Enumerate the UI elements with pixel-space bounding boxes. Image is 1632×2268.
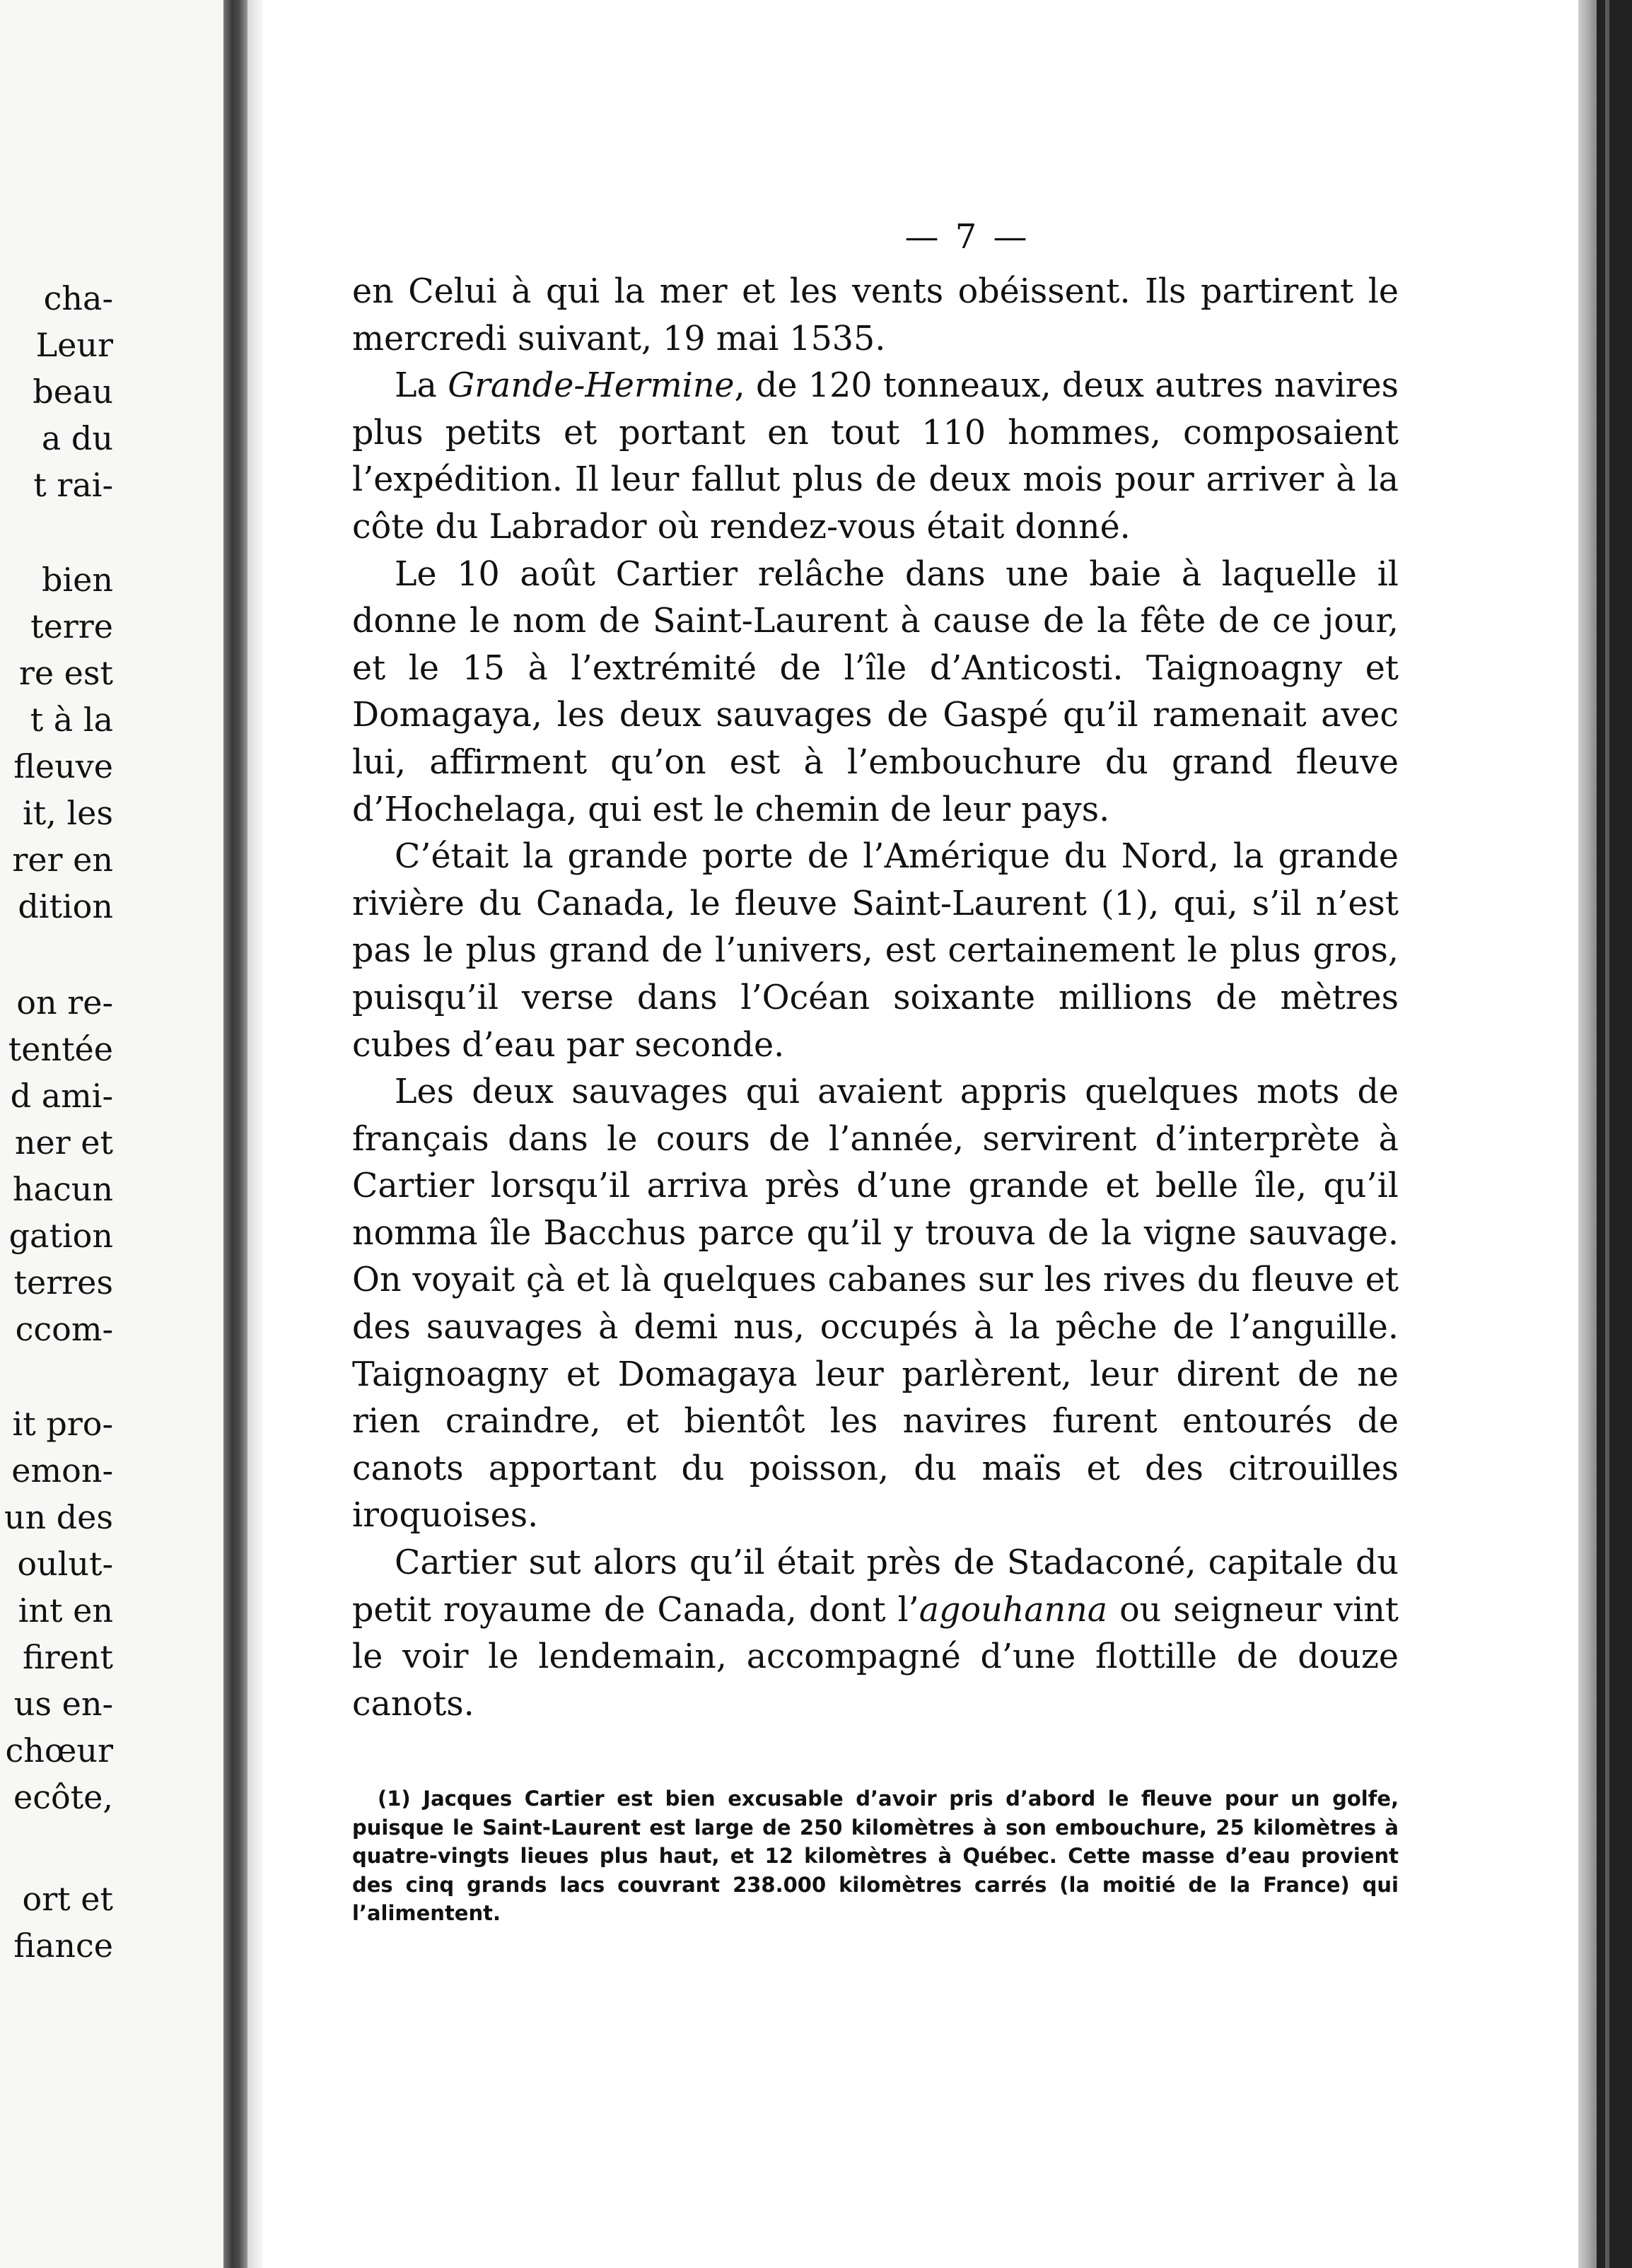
body-text [352,269,1399,1728]
left-fragment-line: dition [18,887,113,925]
left-fragment-line: t à la [30,701,113,739]
left-fragment-line: cha- [43,279,113,317]
paragraph-text: ou seigneur vint le voir le lendemain, accompagné d’une flottille de douze canots. [352,1590,1399,1724]
left-fragment-line: d ami- [10,1077,113,1115]
paragraph-text: Le 10 août Cartier relâche dans une baie à laquelle il donne le nom de Saint-Laurent à cause de la fête de ce jour, et le 15 à l’extrémité de l’île d’Anticosti. Taignoagny et Domagaya, les deux sauvages de Gaspé qu’il ramenait avec lui, affirment qu’on est à l’embouchure du grand fleuve d’Hochelaga, qui est le chemin de leur pays. [352,554,1399,829]
left-page [0,0,225,2268]
left-fragment-line: Leur [35,326,113,364]
paragraph [352,269,1399,363]
left-fragment-line: bien [41,561,113,599]
paragraph-text: Cartier sut alors qu’il était près de Stadaconé, capitale du petit royaume de Canada, dont l’ [352,1543,1399,1630]
term-italic: agouhanna [919,1590,1108,1630]
cover-edge-line [1605,0,1609,2268]
left-fragment-line: ccom- [15,1310,113,1348]
left-fragment-line: int en [18,1591,113,1630]
left-fragment-line: it, les [23,794,113,832]
footnote: (1) Jacques Cartier est bien excusable d’avoir pris d’abord le fleuve pour un golfe, puisque le Saint-Laurent est large de 250 kilomètres à son embouchure, 25 kilomètres à quatre-vingts lieues plus haut, et 12 kilomètres à Québec. Cette masse d’eau provient des cinq grands lacs couvrant 238.000 kilomètres carrés (la moitié de la France) qui l’alimentent. [352,1787,1399,1926]
page-number: — 7 — [904,217,1030,257]
paragraph-text: , de 120 tonneaux, deux autres navires plus petits et portant en tout 110 hommes, composaient l’expédition. Il leur fallut plus de deux mois pour arriver à la côte du Labrador où rendez-vous était donné. [352,366,1399,546]
left-fragment-line: on re- [16,983,113,1022]
paragraph-text: en Celui à qui la mer et les vents obéissent. Ils partirent le mercredi suivant, 19 mai 1535. [352,272,1399,358]
left-page-text-fragments [0,0,113,2268]
left-fragment-line: gation [8,1217,113,1255]
paragraph [352,551,1399,834]
paragraph [352,834,1399,1069]
left-fragment-line: chœur [5,1731,113,1770]
left-fragment-line: rer en [12,841,113,879]
left-fragment-line: it pro- [12,1405,113,1443]
left-fragment-line: ner et [14,1123,113,1162]
left-fragment-line: re est [18,654,113,692]
left-fragment-line: terre [30,607,113,645]
left-fragment-line: ecôte, [13,1778,113,1816]
paragraph [352,1069,1399,1540]
book-cover-edge [1597,0,1632,2268]
page-content [352,212,1399,1928]
paragraph-text: La [395,366,448,406]
left-fragment-line: hacun [12,1170,113,1208]
left-fragment-line: terres [13,1263,113,1302]
left-fragment-line: ort et [22,1880,113,1918]
left-fragment-line: firent [22,1638,113,1676]
book-gutter [223,0,247,2268]
left-fragment-line: a du [41,419,113,457]
paragraph-text: C’était la grande porte de l’Amérique du Nord, la grande rivière du Canada, le fleuve Saint-Laurent (1), qui, s’il n’est pas le plus grand de l’univers, est certainement le plus gros, puisqu’il verse dans l’Océan soixante millions de mètres cubes d’eau par seconde. [352,837,1399,1065]
left-fragment-line: us en- [13,1685,113,1723]
left-fragment-line: tentée [8,1030,113,1068]
paragraph-text: Les deux sauvages qui avaient appris quelques mots de français dans le cours de l’année, servirent d’interprète à Cartier lorsqu’il arriva près d’une grande et belle île, qu’il nomma île Bacchus parce qu’il y trouva de la vigne sauvage. On voyait çà et là quelques cabanes sur les rives du fleuve et des sauvages à demi nus, occupés à la pêche de l’anguille. Taignoagny et Domagaya leur parlèrent, leur dirent de ne rien craindre, et bientôt les navires furent entourés de canots apportant du poisson, du maïs et des citrouilles iroquoises. [352,1072,1399,1536]
gutter-shadow [247,0,263,2268]
left-fragment-line: emon- [11,1451,113,1490]
left-fragment-line: t rai- [33,466,113,504]
left-fragment-line: fiance [13,1927,113,1965]
paragraph [352,1540,1399,1728]
left-fragment-line: beau [33,373,113,411]
paragraph [352,363,1399,551]
left-fragment-line: fleuve [13,747,113,785]
page-edge-shadow [1578,0,1597,2268]
left-fragment-line: oulut- [17,1545,113,1583]
left-fragment-line: un des [4,1498,113,1536]
ship-name-italic: Grande-Hermine [448,366,735,406]
